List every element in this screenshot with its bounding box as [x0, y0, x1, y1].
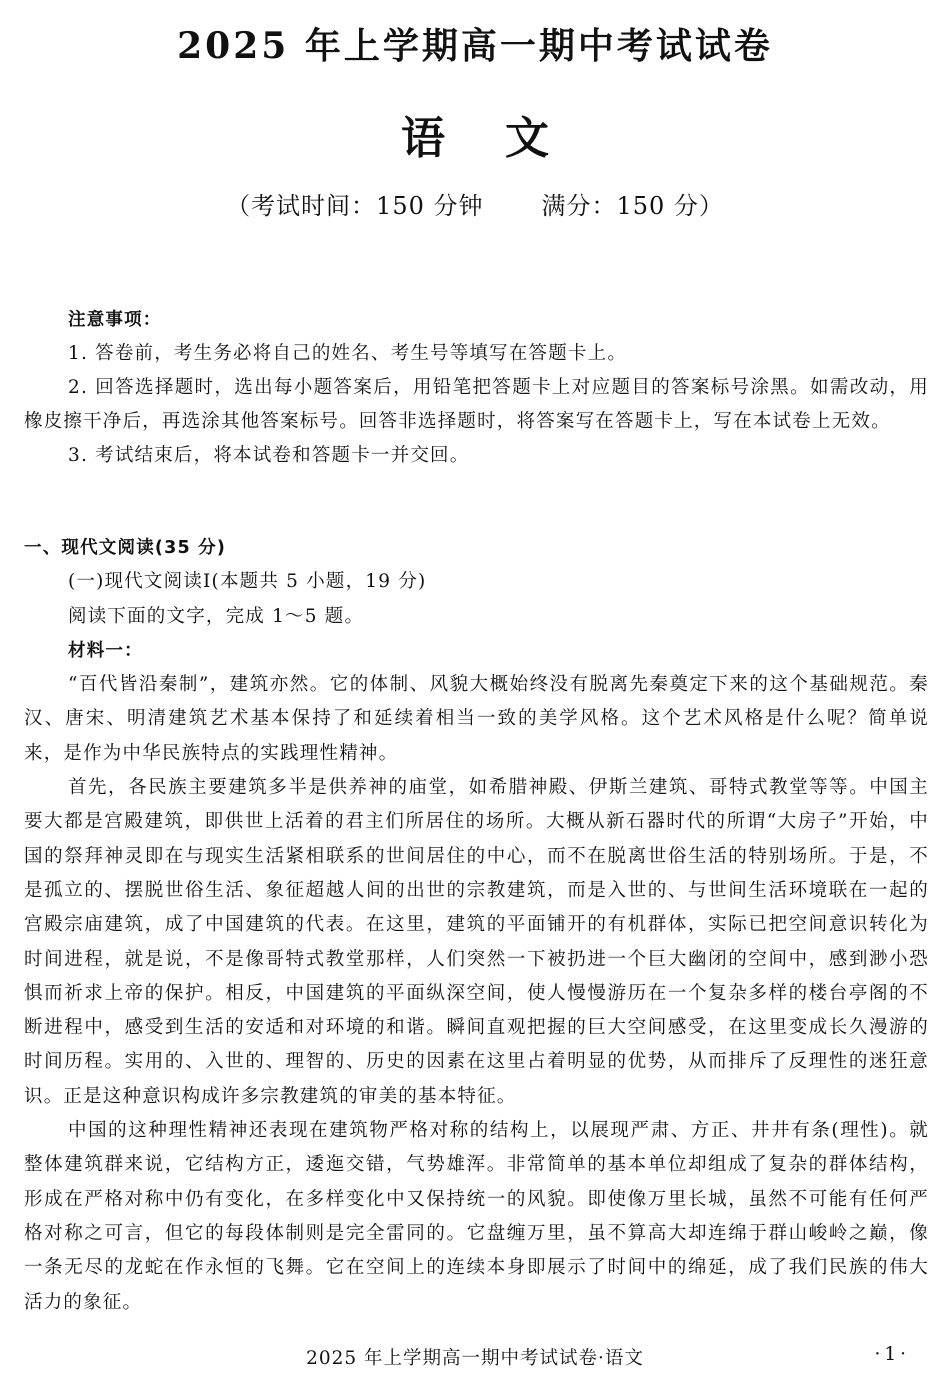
material-paragraph-3: 中国的这种理性精神还表现在建筑物严格对称的结构上，以展现严肃、方正、井井有条(理性)。就整体建筑群来说，它结构方正，逶迤交错，气势雄浑。非常简单的基本单位却组成了复杂的群体结构，形成在严格对称中仍有变化，在多样变化中又保持统一的风貌。即使像万里长城，虽然不可能有任何严格对称之可言，但它的每段体制则是完全雷同的。它盘缠万里，虽不算高大却连绵于群山峻岭之巅，像一条无尽的龙蛇在作永恒的飞舞。它在空间上的连续本身即展示了时间中的绵延，成了我们民族的伟大活力的象征。 — [24, 1120, 929, 1313]
exam-title: 2025 年上学期高一期中考试试卷 — [177, 25, 773, 67]
note-item-1: 1. 答卷前，考生务必将自己的姓名、考生号等填写在答题卡上。 — [68, 343, 628, 364]
page-number: ·1· — [874, 1344, 910, 1365]
full-score: 满分：150 分） — [541, 192, 724, 220]
material-label: 材料一： — [68, 640, 143, 661]
material-text — [24, 668, 929, 1320]
exam-info — [0, 186, 950, 221]
notes-block — [24, 303, 929, 473]
notes-heading: 注意事项： — [68, 310, 162, 330]
subject-title: 语文 — [401, 113, 609, 164]
section-heading: 一、现代文阅读(35 分) — [24, 538, 227, 558]
material-paragraph-1: “百代皆沿秦制”，建筑亦然。它的体制、风貌大概始终没有脱离先秦奠定下来的这个基础规范。秦汉、唐宋、明清建筑艺术基本保持了和延续着相当一致的美学风格。这个艺术风格是什么呢？简单说来，是作为中华民族特点的实践理性精神。 — [24, 674, 929, 764]
exam-time: （考试时间：150 分钟 — [226, 192, 484, 220]
sub-heading: (一)现代文阅读Ⅰ(本题共 5 小题，19 分) — [68, 571, 427, 593]
section-modern-reading — [24, 531, 929, 1320]
note-item-2: 2. 回答选择题时，选出每小题答案后，用铅笔把答题卡上对应题目的答案标号涂黑。如需改动，用橡皮擦干净后，再选涂其他答案标号。回答非选择题时，将答案写在答题卡上，写在本试卷上无效。 — [24, 377, 929, 432]
instruction: 阅读下面的文字，完成 1～5 题。 — [68, 605, 365, 627]
note-item-3: 3. 考试结束后，将本试卷和答题卡一并交回。 — [68, 445, 470, 466]
material-paragraph-2: 首先，各民族主要建筑多半是供养神的庙堂，如希腊神殿、伊斯兰建筑、哥特式教堂等等。中国主要大都是宫殿建筑，即供世上活着的君主们所居住的场所。大概从新石器时代的所谓“大房子”开始，中国的祭拜神灵即在与现实生活紧相联系的世间居住的中心，而不在脱离世俗生活的特别场所。于是，不是孤立的、摆脱世俗生活、象征超越人间的出世的宗教建筑，而是入世的、与世间生活环境联在一起的宫殿宗庙建筑，成了中国建筑的代表。在这里，建筑的平面铺开的有机群体，实际已把空间意识转化为时间进程，就是说，不是像哥特式教堂那样，人们突然一下被扔进一个巨大幽闭的空间中，感到渺小恐惧而祈求上帝的保护。相反，中国建筑的平面纵深空间，使人慢慢游历在一个复杂多样的楼台亭阁的不断进程中，感受到生活的安适和对环境的和谐。瞬间直观把握的巨大空间感受，在这里变成长久漫游的时间历程。实用的、入世的、理智的、历史的因素在这里占着明显的优势，从而排斥了反理性的迷狂意识。正是这种意识构成许多宗教建筑的审美的基本特征。 — [24, 777, 929, 1107]
footer-text: 2025 年上学期高一期中考试试卷·语文 — [306, 1348, 644, 1369]
